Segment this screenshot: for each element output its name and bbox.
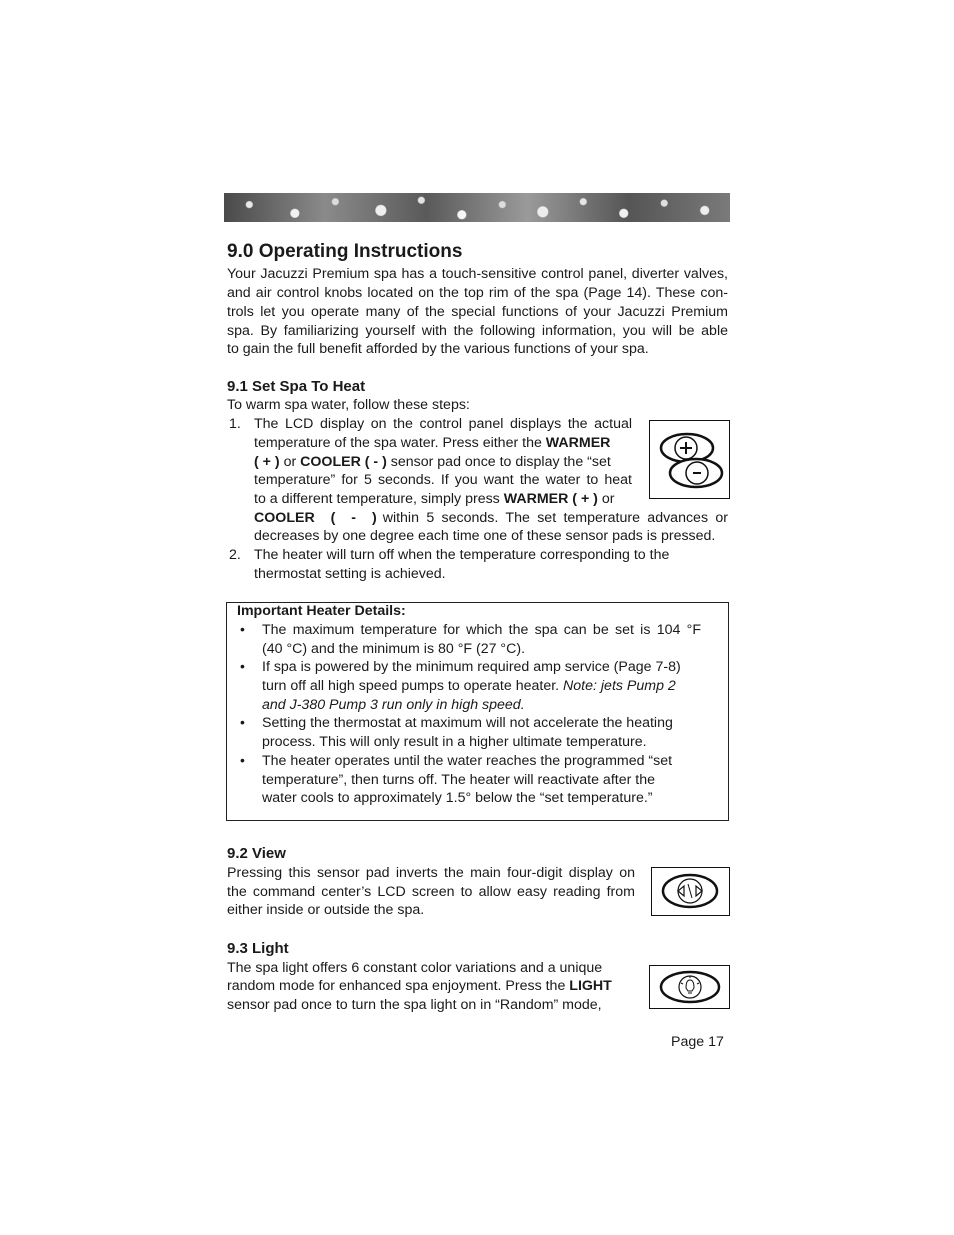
header-banner-image bbox=[224, 193, 730, 222]
step1-line: temperature of the spa water. Press either the WARMER bbox=[254, 435, 611, 451]
detail-line: The heater operates until the water reaches the programmed “set bbox=[262, 753, 673, 769]
light-line: random mode for enhanced spa enjoyment. Press the LIGHT bbox=[227, 978, 612, 994]
intro-line: trols let you operate many of the special functions of your Jacuzzi Premium bbox=[227, 304, 728, 320]
detail-line: temperature”, then turns off. The heater will reactivate after the bbox=[262, 772, 655, 788]
bullet: • bbox=[240, 621, 245, 637]
section-title: 9.0 Operating Instructions bbox=[227, 241, 463, 262]
bullet: • bbox=[240, 752, 245, 768]
detail-line: process. This will only result in a higher ultimate temperature. bbox=[262, 734, 647, 750]
heat-lead: To warm spa water, follow these steps: bbox=[227, 397, 470, 413]
intro-line: Your Jacuzzi Premium spa has a touch-sensitive control panel, diverter valves, bbox=[227, 266, 728, 282]
view-line: either inside or outside the spa. bbox=[227, 902, 425, 918]
bullet: • bbox=[240, 658, 245, 674]
detail-line: Setting the thermostat at maximum will not accelerate the heating bbox=[262, 715, 673, 731]
view-line: Pressing this sensor pad inverts the main four-digit display on bbox=[227, 865, 635, 881]
intro-line: and air control knobs located on the top rim of the spa (Page 14). These con- bbox=[227, 285, 728, 301]
step-number: 1. bbox=[229, 416, 241, 432]
detail-line: water cools to approximately 1.5° below the “set temperature.” bbox=[262, 790, 653, 806]
detail-line: (40 °C) and the minimum is 80 °F (27 °C). bbox=[262, 641, 526, 657]
warmer-cooler-pad-icon bbox=[649, 420, 730, 499]
step1-line: decreases by one degree each time one of these sensor pads is pressed. bbox=[254, 528, 716, 544]
step1-line: ( + ) or COOLER ( - ) sensor pad once to display the “set bbox=[254, 454, 611, 470]
light-pad-icon bbox=[649, 965, 730, 1009]
detail-line: The maximum temperature for which the spa can be set is 104 °F bbox=[262, 622, 701, 638]
view-section-title: 9.2 View bbox=[227, 845, 286, 862]
heat-section-title: 9.1 Set Spa To Heat bbox=[227, 378, 366, 395]
heater-details-title: Important Heater Details: bbox=[237, 603, 406, 619]
detail-line: and J-380 Pump 3 run only in high speed. bbox=[262, 697, 525, 713]
intro-line: spa. By familiarizing yourself with the following information, you will be able bbox=[227, 323, 728, 339]
bullet: • bbox=[240, 714, 245, 730]
detail-line: If spa is powered by the minimum required amp service (Page 7-8) bbox=[262, 659, 681, 675]
step1-line: temperature” for 5 seconds. If you want the water to heat bbox=[254, 472, 632, 488]
step1-line: to a different temperature, simply press WARMER ( + ) or bbox=[254, 491, 615, 507]
view-line: the command center’s LCD screen to allow easy reading from bbox=[227, 884, 635, 900]
step1-line: The LCD display on the control panel displays the actual bbox=[254, 416, 632, 432]
light-line: The spa light offers 6 constant color variations and a unique bbox=[227, 960, 603, 976]
step2-line: thermostat setting is achieved. bbox=[254, 566, 446, 582]
step-number: 2. bbox=[229, 547, 241, 563]
page-number: Page 17 bbox=[671, 1034, 724, 1050]
view-pad-icon bbox=[651, 867, 730, 916]
detail-line: turn off all high speed pumps to operate heater. Note: jets Pump 2 bbox=[262, 678, 676, 694]
light-line: sensor pad once to turn the spa light on in “Random” mode, bbox=[227, 997, 602, 1013]
step1-line: COOLER ( - ) within 5 seconds. The set temperature advances or bbox=[254, 510, 728, 526]
step2-line: The heater will turn off when the temperature corresponding to the bbox=[254, 547, 670, 563]
intro-line: to gain the full benefit afforded by the various functions of your spa. bbox=[227, 341, 649, 357]
light-section-title: 9.3 Light bbox=[227, 940, 289, 957]
